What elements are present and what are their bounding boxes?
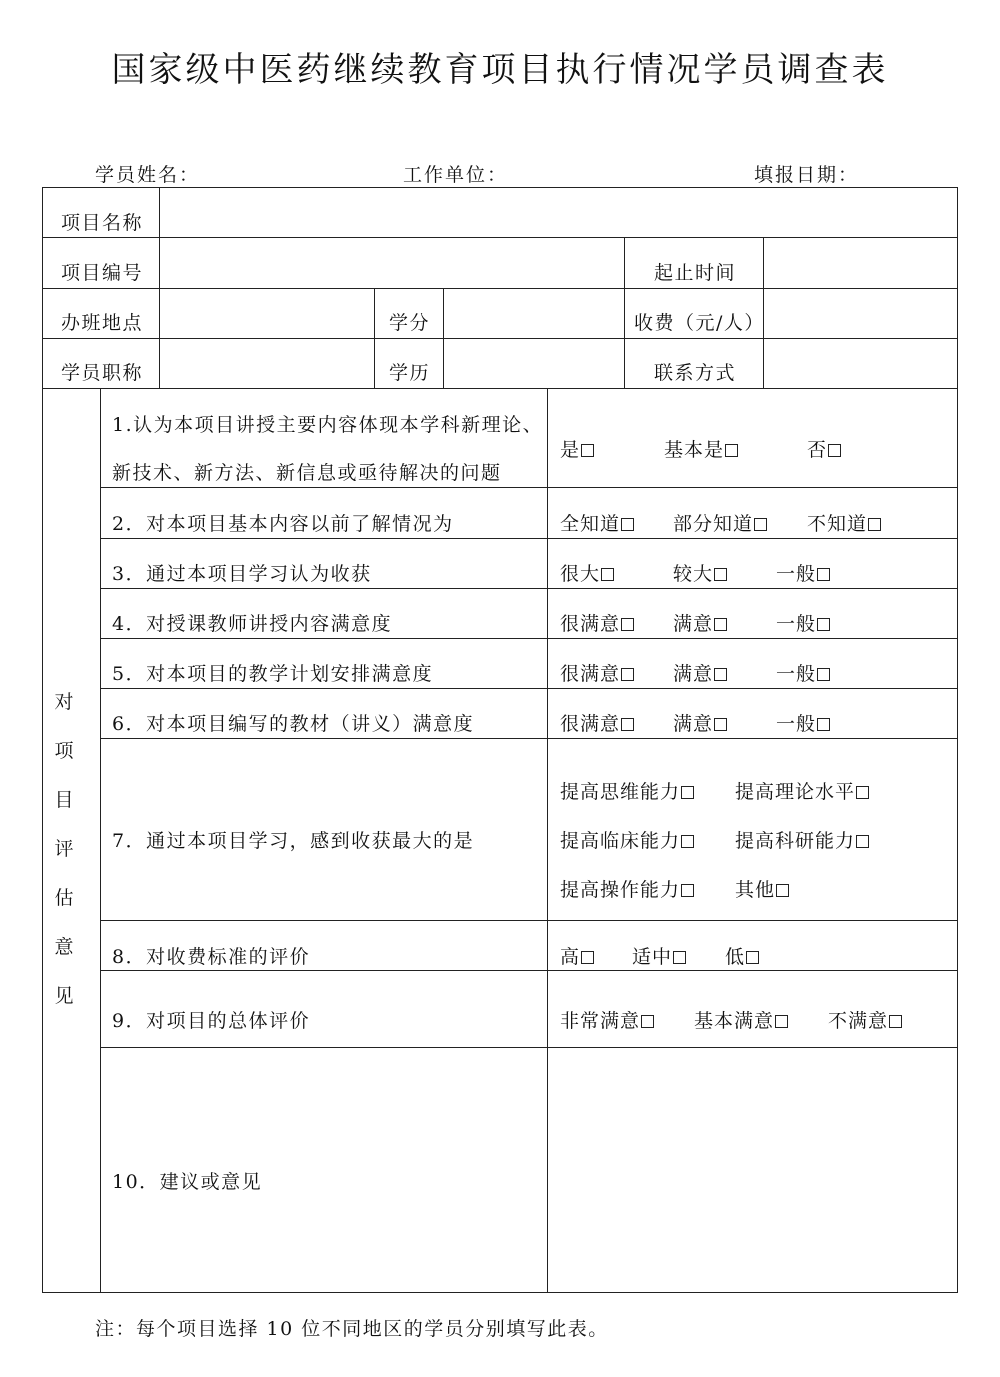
checkbox-icon[interactable] — [714, 718, 727, 731]
question-8: 8．对收费标准的评价 — [112, 946, 311, 968]
table-divider — [42, 288, 958, 289]
project-name-label: 项目名称 — [61, 212, 144, 234]
checkbox-icon[interactable] — [828, 444, 841, 457]
option-checkbox[interactable] — [560, 1006, 654, 1033]
option-label: 低 — [725, 946, 746, 968]
evaluation-label-char: 估 — [54, 887, 74, 909]
option-checkbox[interactable] — [673, 509, 767, 536]
checkbox-icon[interactable] — [817, 668, 830, 681]
checkbox-icon[interactable] — [714, 568, 727, 581]
option-label: 很满意 — [560, 613, 621, 635]
option-label: 一般 — [776, 713, 817, 735]
checkbox-icon[interactable] — [641, 1015, 654, 1028]
option-checkbox[interactable] — [807, 435, 841, 462]
table-divider — [100, 638, 958, 639]
option-label: 满意 — [673, 613, 714, 635]
checkbox-icon[interactable] — [621, 518, 634, 531]
option-label: 一般 — [776, 663, 817, 685]
start-end-time-label: 起止时间 — [654, 262, 737, 284]
table-divider — [42, 388, 958, 389]
option-label: 满意 — [673, 663, 714, 685]
option-label: 提高临床能力 — [560, 830, 681, 852]
option-label: 部分知道 — [673, 513, 754, 535]
evaluation-section-label — [42, 690, 86, 1033]
question-6: 6．对本项目编写的教材（讲义）满意度 — [112, 713, 475, 735]
table-divider — [100, 388, 101, 1293]
checkbox-icon[interactable] — [775, 1015, 788, 1028]
checkbox-icon[interactable] — [725, 444, 738, 457]
option-label: 很满意 — [560, 663, 621, 685]
option-checkbox[interactable] — [560, 875, 694, 902]
table-divider — [443, 288, 444, 388]
option-checkbox[interactable] — [735, 777, 869, 804]
option-label: 基本是 — [664, 439, 725, 461]
table-divider — [100, 738, 958, 739]
option-label: 一般 — [776, 563, 817, 585]
option-label: 是 — [560, 439, 581, 461]
checkbox-icon[interactable] — [856, 835, 869, 848]
option-label: 很大 — [560, 563, 601, 585]
table-divider — [547, 388, 548, 1293]
table-divider — [100, 920, 958, 921]
question-9: 9．对项目的总体评价 — [112, 1010, 311, 1032]
option-checkbox[interactable] — [776, 659, 830, 686]
checkbox-icon[interactable] — [754, 518, 767, 531]
survey-table — [42, 187, 958, 1293]
checkbox-icon[interactable] — [817, 568, 830, 581]
option-checkbox[interactable] — [560, 659, 634, 686]
fee-label: 收费（元/人） — [634, 312, 765, 334]
class-location-label: 办班地点 — [61, 312, 144, 334]
option-checkbox[interactable] — [560, 509, 634, 536]
option-label: 较大 — [673, 563, 714, 585]
checkbox-icon[interactable] — [681, 835, 694, 848]
option-checkbox[interactable] — [776, 609, 830, 636]
option-label: 基本满意 — [694, 1010, 775, 1032]
evaluation-label-char: 评 — [54, 838, 74, 860]
option-checkbox[interactable] — [735, 875, 789, 902]
checkbox-icon[interactable] — [673, 951, 686, 964]
option-checkbox[interactable] — [560, 826, 694, 853]
checkbox-icon[interactable] — [621, 618, 634, 631]
option-label: 满意 — [673, 713, 714, 735]
checkbox-icon[interactable] — [621, 718, 634, 731]
option-label: 适中 — [632, 946, 673, 968]
option-label: 提高操作能力 — [560, 879, 681, 901]
question-2: 2．对本项目基本内容以前了解情况为 — [112, 513, 454, 535]
option-label: 提高思维能力 — [560, 781, 681, 803]
option-label: 其他 — [735, 879, 776, 901]
option-label: 非常满意 — [560, 1010, 641, 1032]
checkbox-icon[interactable] — [581, 444, 594, 457]
table-divider — [100, 970, 958, 971]
checkbox-icon[interactable] — [746, 951, 759, 964]
checkbox-icon[interactable] — [817, 718, 830, 731]
table-divider — [42, 237, 958, 238]
option-checkbox[interactable] — [673, 559, 727, 586]
option-label: 很满意 — [560, 713, 621, 735]
option-checkbox[interactable] — [776, 709, 830, 736]
table-divider — [100, 538, 958, 539]
table-divider — [100, 487, 958, 488]
option-label: 全知道 — [560, 513, 621, 535]
checkbox-icon[interactable] — [868, 518, 881, 531]
fill-date-label: 填报日期： — [754, 164, 860, 186]
checkbox-icon[interactable] — [621, 668, 634, 681]
table-divider — [159, 187, 160, 388]
option-checkbox[interactable] — [807, 509, 881, 536]
option-checkbox[interactable] — [664, 435, 738, 462]
checkbox-icon[interactable] — [601, 568, 614, 581]
checkbox-icon[interactable] — [581, 951, 594, 964]
evaluation-label-char: 意 — [54, 936, 74, 958]
checkbox-icon[interactable] — [889, 1015, 902, 1028]
option-label: 提高科研能力 — [735, 830, 856, 852]
option-checkbox[interactable] — [828, 1006, 902, 1033]
option-checkbox[interactable] — [735, 826, 869, 853]
option-label: 提高理论水平 — [735, 781, 856, 803]
option-checkbox[interactable] — [673, 659, 727, 686]
option-checkbox[interactable] — [694, 1006, 788, 1033]
checkbox-icon[interactable] — [681, 884, 694, 897]
project-number-label: 项目编号 — [61, 262, 144, 284]
checkbox-icon[interactable] — [856, 786, 869, 799]
option-label: 不满意 — [828, 1010, 889, 1032]
table-divider — [100, 588, 958, 589]
table-divider — [100, 688, 958, 689]
question-5: 5．对本项目的教学计划安排满意度 — [112, 663, 434, 685]
table-divider — [42, 338, 958, 339]
option-checkbox[interactable] — [560, 559, 614, 586]
checkbox-icon[interactable] — [714, 618, 727, 631]
checkbox-icon[interactable] — [776, 884, 789, 897]
option-checkbox[interactable] — [560, 435, 594, 462]
option-checkbox[interactable] — [673, 609, 727, 636]
table-divider — [374, 288, 375, 388]
question-1-line-1: 1.认为本项目讲授主要内容体现本学科新理论、 — [112, 414, 544, 436]
question-10: 10．建议或意见 — [112, 1171, 263, 1193]
evaluation-label-char: 目 — [54, 789, 74, 811]
question-4: 4．对授课教师讲授内容满意度 — [112, 613, 393, 635]
student-name-label: 学员姓名： — [95, 164, 201, 186]
checkbox-icon[interactable] — [681, 786, 694, 799]
evaluation-label-char: 对 — [54, 691, 74, 713]
option-label: 否 — [807, 439, 828, 461]
checkbox-icon[interactable] — [817, 618, 830, 631]
option-checkbox[interactable] — [776, 559, 830, 586]
evaluation-label-char: 见 — [54, 985, 74, 1007]
option-checkbox[interactable] — [560, 609, 634, 636]
question-7: 7．通过本项目学习，感到收获最大的是 — [112, 830, 475, 852]
checkbox-icon[interactable] — [714, 668, 727, 681]
option-checkbox[interactable] — [560, 709, 634, 736]
table-divider — [624, 237, 625, 388]
credit-label: 学分 — [389, 312, 431, 334]
student-title-label: 学员职称 — [61, 362, 144, 384]
option-checkbox[interactable] — [725, 942, 759, 969]
education-label: 学历 — [389, 362, 431, 384]
work-unit-label: 工作单位： — [403, 164, 509, 186]
option-checkbox[interactable] — [673, 709, 727, 736]
question-3: 3．通过本项目学习认为收获 — [112, 563, 372, 585]
table-divider — [100, 1047, 958, 1048]
form-title: 国家级中医药继续教育项目执行情况学员调查表 — [111, 50, 889, 90]
option-label: 高 — [560, 946, 581, 968]
option-checkbox[interactable] — [632, 942, 686, 969]
footnote: 注：每个项目选择 10 位不同地区的学员分别填写此表。 — [95, 1318, 609, 1340]
evaluation-label-char: 项 — [54, 740, 74, 762]
option-checkbox[interactable] — [560, 942, 594, 969]
question-1-line-2: 新技术、新方法、新信息或亟待解决的问题 — [112, 462, 502, 484]
option-label: 一般 — [776, 613, 817, 635]
option-label: 不知道 — [807, 513, 868, 535]
option-checkbox[interactable] — [560, 777, 694, 804]
contact-label: 联系方式 — [654, 362, 737, 384]
